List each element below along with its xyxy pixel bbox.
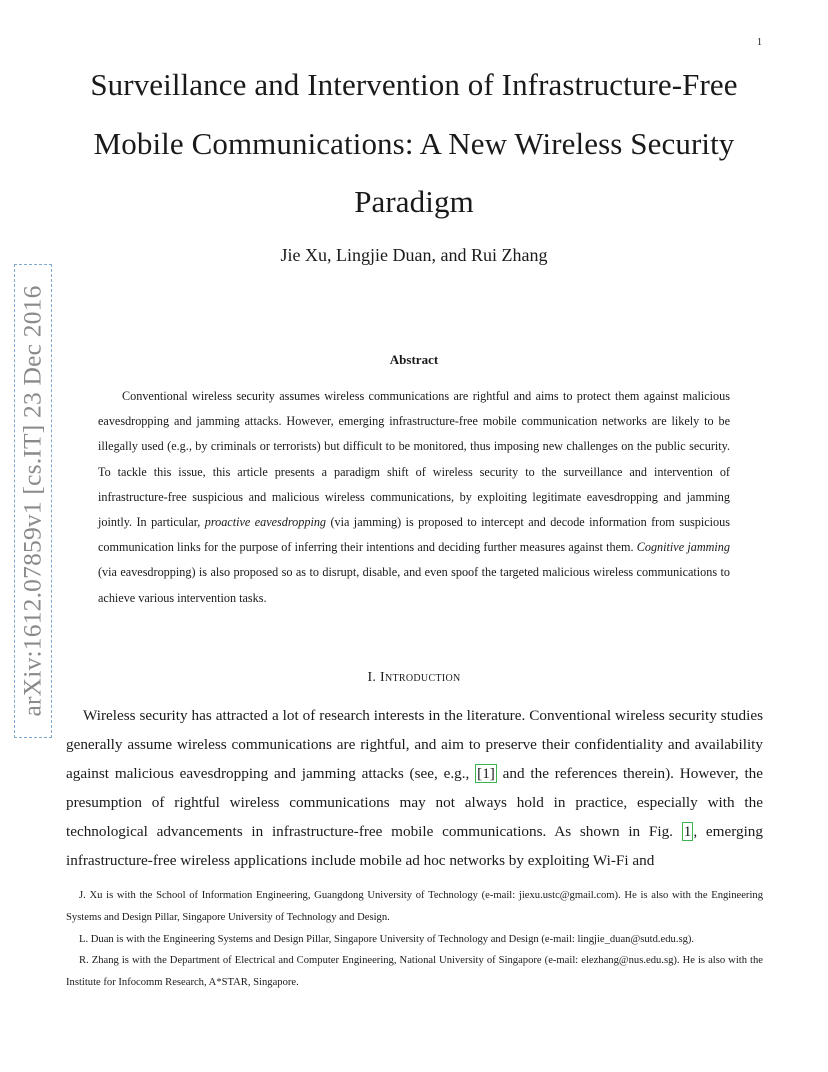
- author-list: Jie Xu, Lingjie Duan, and Rui Zhang: [280, 245, 548, 265]
- footnotes: [66, 885, 763, 994]
- abstract-text-3: (via eavesdropping) is also proposed so as to disrupt, disable, and even spoof the targeted malicious wireless communications to achieve various intervention tasks.: [98, 565, 730, 605]
- introduction-body: [66, 701, 763, 875]
- footnote-zhang: R. Zhang is with the Department of Electrical and Computer Engineering, National University of Singapore (e-mail: elezhang@nus.edu.sg). He is also with the Institute for Infocomm Research, A*STAR, Singapore.: [66, 955, 763, 989]
- intro-text-2: and the references therein). However, the presumption of rightful wireless communications may not always hold in practice, especially with the technological advancements in infrastructure-free mobile communications. As shown in Fig.: [66, 765, 763, 840]
- abstract-emphasis-cognitive-jamming: Cognitive jamming: [636, 540, 730, 555]
- abstract-text-1: Conventional wireless security assumes wireless communications are rightful and aims to protect them against malicious eavesdropping and jamming attacks. However, emerging infrastructure-free mobile communication networks are likely to be illegally used (e.g., by criminals or terrorists) but difficult to be monitored, thus imposing new challenges on the public security. To tackle this issue, this article presents a paradigm shift of wireless security to the surveillance and intervention of infrastructure-free suspicious and malicious wireless communications, by exploiting legitimate eavesdropping and jamming jointly. In particular,: [98, 389, 730, 530]
- section-heading-introduction: [60, 670, 768, 686]
- abstract-emphasis-proactive-eavesdropping: proactive eavesdropping: [204, 515, 327, 530]
- abstract-body: [98, 384, 730, 611]
- footnote-xu: J. Xu is with the School of Information Engineering, Guangdong University of Technology (e-mail: jiexu.ustc@gmail.com). He is also with the Engineering Systems and Design Pillar, Singapore University of Technology and Design.: [66, 890, 763, 923]
- abstract-text-2: (via jamming) is proposed to intercept and decode information from suspicious communication links for the purpose of inferring their intentions and deciding further measures against them.: [98, 515, 730, 555]
- page-number: 1: [757, 37, 762, 48]
- footnote-duan: L. Duan is with the Engineering Systems and Design Pillar, Singapore University of Technology and Design (e-mail: lingjie_duan@sutd.edu.sg).: [79, 933, 695, 945]
- figure-reference-link[interactable]: 1: [683, 823, 692, 840]
- intro-text-3: , emerging infrastructure-free wireless applications include mobile ad hoc networks by exploiting Wi-Fi and: [66, 823, 763, 869]
- paper-title: Surveillance and Intervention of Infrastructure-Free Mobile Communications: A New Wireless Security Paradigm: [90, 67, 738, 219]
- section-numeral: I.: [367, 670, 381, 685]
- abstract-heading: Abstract: [389, 352, 439, 367]
- citation-link[interactable]: [1]: [477, 765, 495, 782]
- arxiv-stamp: [14, 264, 52, 738]
- section-title: Introduction: [380, 670, 461, 685]
- arxiv-identifier: arXiv:1612.07859v1 [cs.IT] 23 Dec 2016: [18, 285, 47, 717]
- intro-text-1: Wireless security has attracted a lot of research interests in the literature. Conventional wireless security studies generally assume wireless communications are rightful, and aim to preserve their confidentiality and availability against malicious eavesdropping and jamming attacks (see, e.g.,: [66, 707, 763, 782]
